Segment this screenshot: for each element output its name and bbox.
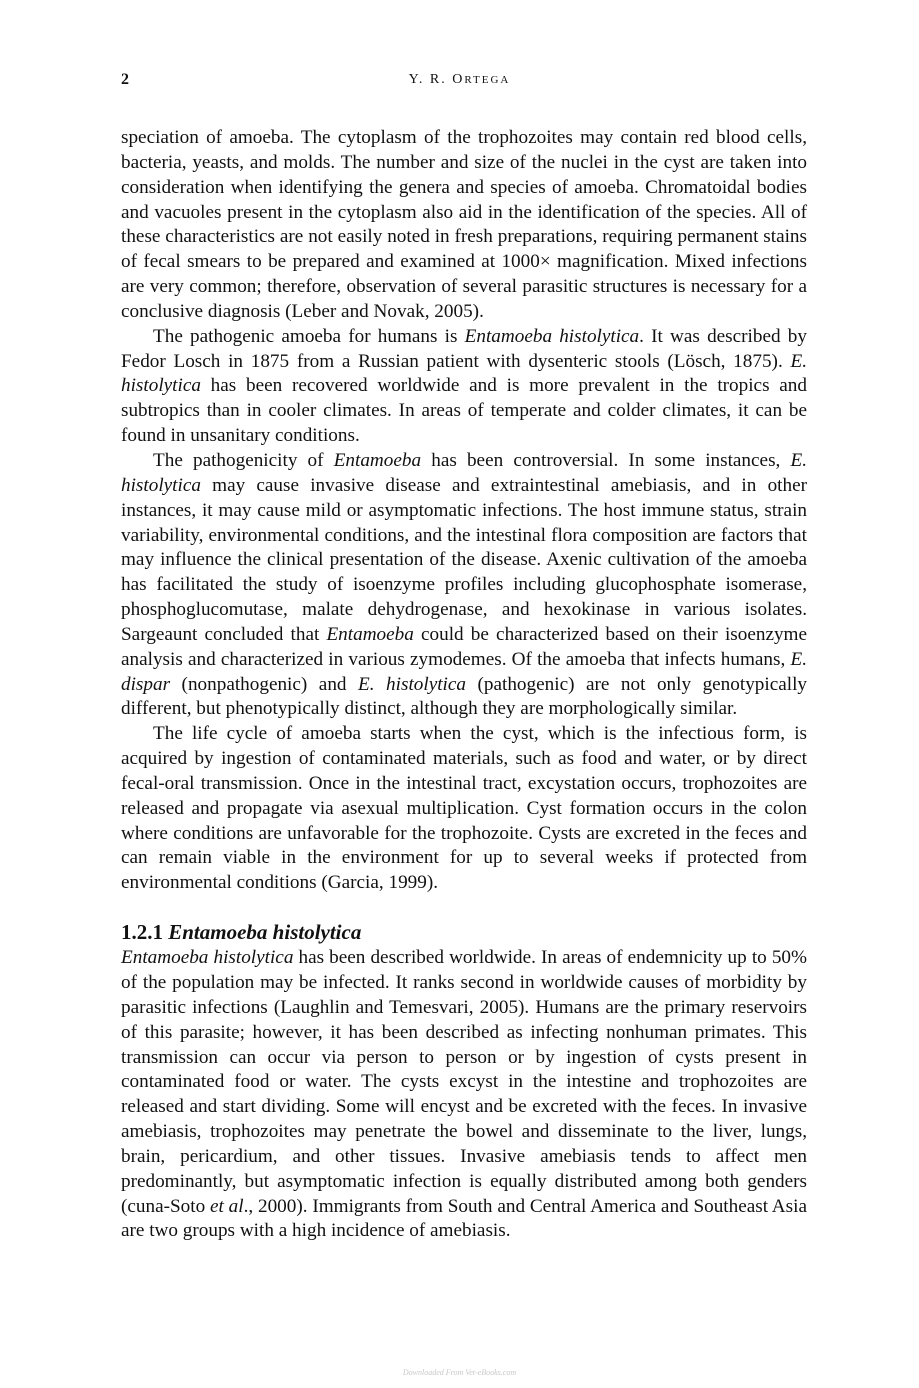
paragraph-2 — [121, 325, 807, 449]
text-run: could be characterized based on their isoenzyme analysis and characterized in various zymodemes. Of the amoeba that infects humans, — [121, 623, 807, 670]
section-paragraph-1 — [121, 946, 807, 1244]
section-title: Entamoeba histolytica — [168, 920, 362, 945]
page-number: 2 — [121, 71, 129, 88]
author-name-smallcaps: RTEGA — [464, 74, 511, 86]
text-run: has been recovered worldwide and is more prevalent in the tropics and subtropics than in cooler climates. In areas of temperate and colder climates, it can be found in unsanitary conditions. — [121, 375, 807, 447]
section-number: 1.2.1 — [121, 920, 163, 945]
text-run: has been described worldwide. In areas of endemnicity up to 50% of the population may be infected. It ranks second in worldwide causes of morbidity by parasitic infections (Laughlin and Temesvari, 2005). Humans are the primary reservoirs of this parasite; however, it has been described as infecting nonhuman primates. This transmission can occur via person to person or by ingestion of cysts present in contaminated food or water. The cysts excyst in the intestine and trophozoites are released and start dividing. Some will encyst and be excreted with the feces. In invasive amebiasis, trophozoites may penetrate the bowel and disseminate to the liver, lungs, brain, pericardium, and other tissues. Invasive amebiasis tends to affect men predominantly, but asymptomatic infection is equally distributed among both genders (cuna-Soto — [121, 947, 807, 1217]
section-heading — [121, 918, 807, 946]
species-name: Entamoeba histolytica — [121, 947, 294, 969]
species-name: E. dispar — [121, 648, 807, 695]
paragraph-4: The life cycle of amoeba starts when the cyst, which is the infectious form, is acquired by ingestion of contaminated materials, such as food and water, or by direct fecal-oral transmission. Once in the intestinal tract, excystation occurs, trophozoites are released and propagate via asexual multiplication. Cyst formation occurs in the colon where conditions are unfavorable for the trophozoite. Cysts are excreted in the feces and can remain viable in the environment for up to several weeks if protected from environmental conditions (Garcia, 1999). — [121, 723, 807, 894]
genus-name: Entamoeba — [326, 623, 414, 645]
text-run: (pathogenic) are not only genotypically different, but phenotypically distinct, although they are morphologically similar. — [121, 673, 807, 720]
author-name-first: Y. R. O — [408, 72, 465, 87]
paragraph-3 — [121, 449, 807, 722]
paragraph-1: speciation of amoeba. The cytoplasm of the trophozoites may contain red blood cells, bacteria, yeasts, and molds. The number and size of the nuclei in the cyst are taken into consideration when identifying the genera and species of amoeba. Chromatoidal bodies and vacuoles present in the cytoplasm also aid in the identification of the species. All of these characteristics are not easily noted in fresh preparations, requiring permanent stains of fecal smears to be prepared and examined at 1000× magnification. Mixed infections are very common; therefore, observation of several parasitic structures is necessary for a conclusive diagnosis (Leber and Novak, 2005). — [121, 127, 807, 322]
text-run: The pathogenicity of — [153, 449, 334, 471]
text-run: . It was described by Fedor Losch in 1875 from a Russian patient with dysenteric stools (Lösch, 1875). — [121, 325, 807, 372]
citation-et-al: et al — [210, 1195, 244, 1217]
download-watermark: Downloaded From Vet-eBooks.com — [402, 1368, 517, 1377]
body-text — [121, 126, 807, 1244]
text-run: The pathogenic amoeba for humans is — [153, 325, 465, 347]
species-name: E. histolytica — [121, 350, 807, 397]
text-run: (nonpathogenic) and — [170, 673, 359, 695]
species-name: Entamoeba histolytica — [464, 325, 640, 347]
text-run: ., 2000). Immigrants from South and Central America and Southeast Asia are two groups with a high incidence of amebiasis. — [121, 1195, 807, 1242]
text-run: has been controversial. In some instances, — [421, 449, 791, 471]
running-head-author — [0, 70, 919, 90]
text-run: may cause invasive disease and extraintestinal amebiasis, and in other instances, it may cause mild or asymptomatic infections. The host immune status, strain variability, environmental conditions, and the intestinal flora composition are factors that may influence the clinical presentation of the disease. Axenic cultivation of the amoeba has facilitated the study of isoenzyme profiles including glucophosphate isomerase, phosphoglucomutase, malate dehydrogenase, and hexokinase in various isolates. Sargeaunt concluded that — [121, 474, 807, 645]
species-name: E. histolytica — [121, 449, 808, 496]
genus-name: Entamoeba — [333, 449, 422, 471]
species-name: E. histolytica — [358, 673, 466, 695]
